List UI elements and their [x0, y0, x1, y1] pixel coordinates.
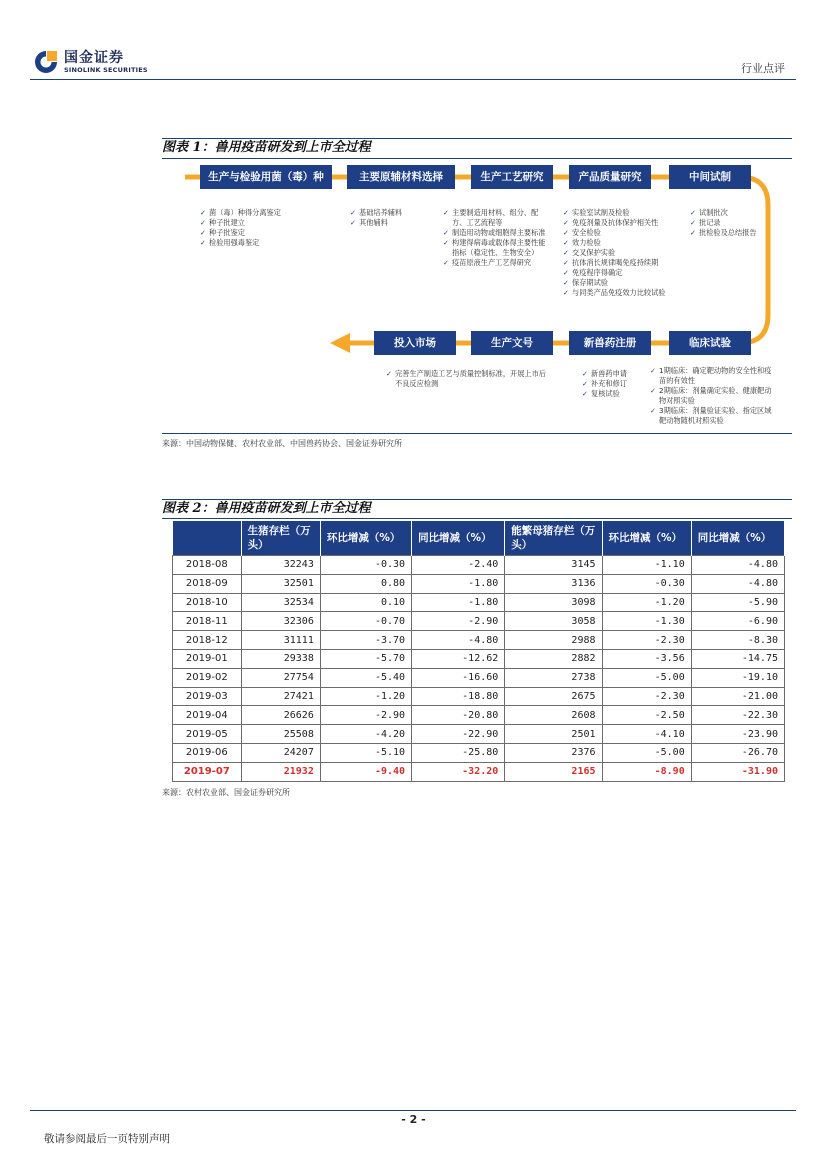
table-cell-month: 2019-04 [173, 706, 242, 725]
figure2-title: 图表 2：兽用疫苗研发到上市全过程 [162, 501, 371, 516]
table-cell-month: 2019-01 [173, 649, 242, 668]
table-row [173, 762, 785, 781]
table-cell-value: -1.80 [412, 574, 505, 593]
table-row [173, 593, 785, 612]
table-cell-value: -32.20 [412, 762, 505, 781]
list-item: ✓ 安全检验 [563, 228, 683, 238]
table-cell-value: -2.90 [320, 706, 411, 725]
table-cell-month: 2018-09 [173, 574, 242, 593]
column-header-month [173, 521, 242, 556]
sinolink-logo-icon [34, 50, 58, 74]
list-item: ✓ 基础培养辅料 [350, 208, 435, 218]
table-cell-value: -6.90 [691, 612, 784, 631]
list-item: ✓ 免疫剂量及抗体保护相关性 [563, 218, 683, 228]
table-cell-value: 32534 [241, 593, 320, 612]
figure1-title-rule [162, 158, 792, 159]
table-cell-month: 2019-07 [173, 762, 242, 781]
table-cell-value: 2882 [505, 649, 602, 668]
table-cell-value: 3145 [505, 556, 602, 575]
table-row [173, 574, 785, 593]
table-cell-value: -1.20 [320, 687, 411, 706]
table-cell-value: 2738 [505, 668, 602, 687]
list-item: ✓ 制造用动物或细胞得主要标准 [443, 228, 551, 238]
figure2-title-rule [162, 518, 792, 519]
table-cell-value: 3136 [505, 574, 602, 593]
table-cell-value: -20.80 [412, 706, 505, 725]
table-cell-month: 2019-05 [173, 725, 242, 744]
table-cell-month: 2019-02 [173, 668, 242, 687]
flow-step-materials: 主要原辅材料选择 [347, 165, 455, 189]
list-item: ✓ 补充和修订 [582, 379, 647, 389]
flow-step-process: 生产工艺研究 [471, 165, 553, 189]
table-cell-value: 0.80 [320, 574, 411, 593]
table-cell-month: 2018-11 [173, 612, 242, 631]
list-item: ✓ 1期临床：确定靶动物的安全性和疫苗的有效性 [650, 366, 775, 386]
logo-english-name: SINOLINK SECURITIES [64, 66, 148, 74]
column-header-mom: 环比增减（%） [320, 521, 411, 556]
table-cell-value: -5.10 [320, 743, 411, 762]
table-cell-value: 29338 [241, 649, 320, 668]
table-cell-value: -4.20 [320, 725, 411, 744]
table-cell-value: 32306 [241, 612, 320, 631]
table-row [173, 631, 785, 650]
list-item: ✓ 主要制造用材料、组分、配方、工艺流程等 [443, 208, 551, 228]
table-cell-value: 31111 [241, 631, 320, 650]
column-header-yoy: 同比增减（%） [412, 521, 505, 556]
table-cell-value: -1.10 [602, 556, 691, 575]
table-cell-value: 27754 [241, 668, 320, 687]
column-header-sow-mom: 环比增减（%） [602, 521, 691, 556]
table-cell-value: -1.80 [412, 593, 505, 612]
list-item: ✓ 免疫程序得确定 [563, 268, 683, 278]
flow-step-license: 生产文号 [471, 331, 553, 355]
list-item: ✓ 完善生产制造工艺与质量控制标准，开展上市后不良反应检测 [386, 369, 546, 389]
list-item: ✓ 交叉保护实验 [563, 248, 683, 258]
list-item: ✓ 其他辅料 [350, 218, 435, 228]
header-rule [30, 79, 796, 80]
list-item: ✓ 保存期试验 [563, 278, 683, 288]
table-cell-value: -2.30 [602, 631, 691, 650]
list-item: ✓ 抗体消长规律喝免疫持续期 [563, 258, 683, 268]
table-cell-value: -25.80 [412, 743, 505, 762]
table-cell-value: 26626 [241, 706, 320, 725]
flow-step-market: 投入市场 [374, 331, 456, 355]
table-cell-value: -19.10 [691, 668, 784, 687]
table-cell-value: -3.70 [320, 631, 411, 650]
table-cell-value: -1.30 [602, 612, 691, 631]
table-row [173, 649, 785, 668]
process-details-list [443, 208, 551, 268]
table-cell-value: -4.80 [691, 556, 784, 575]
table-row [173, 687, 785, 706]
list-item: ✓ 批记录 [690, 218, 778, 228]
table-cell-value: -1.20 [602, 593, 691, 612]
table-cell-value: -2.30 [602, 687, 691, 706]
figure1-title: 图表 1：兽用疫苗研发到上市全过程 [162, 140, 371, 155]
table-cell-value: -22.30 [691, 706, 784, 725]
list-item: ✓ 菌（毒）种得分离鉴定 [200, 208, 335, 218]
table-cell-value: 24207 [241, 743, 320, 762]
footer-rule [30, 1110, 796, 1111]
flow-step-clinical: 临床试验 [669, 331, 751, 355]
list-item: ✓ 检验用强毒鉴定 [200, 238, 335, 248]
table-row [173, 556, 785, 575]
column-header-sow-yoy: 同比增减（%） [691, 521, 784, 556]
list-item: ✓ 疫苗原液生产工艺得研究 [443, 258, 551, 268]
table-cell-value: -3.56 [602, 649, 691, 668]
list-item: ✓ 与同类产品免疫效力比较试验 [563, 288, 683, 298]
column-header-sow-inventory: 能繁母猪存栏（万头） [505, 521, 602, 556]
table-cell-value: -8.90 [602, 762, 691, 781]
table-cell-month: 2018-12 [173, 631, 242, 650]
table-cell-value: -5.90 [691, 593, 784, 612]
list-item: ✓ 效力检验 [563, 238, 683, 248]
table-cell-value: 32501 [241, 574, 320, 593]
table-cell-value: -9.40 [320, 762, 411, 781]
table-row [173, 743, 785, 762]
list-item: ✓ 3期临床：剂量验证实验、指定区域靶动物随机对照实验 [650, 406, 775, 426]
table-cell-value: -2.50 [602, 706, 691, 725]
table-cell-value: -4.80 [691, 574, 784, 593]
flow-step-strain: 生产与检验用菌（毒）种 [200, 165, 332, 189]
list-item: ✓ 批检验及总结报告 [690, 228, 778, 238]
quality-details-list [563, 208, 683, 298]
disclaimer-text: 敬请参阅最后一页特别声明 [44, 1133, 170, 1145]
table-cell-month: 2018-08 [173, 556, 242, 575]
table-cell-value: -2.40 [412, 556, 505, 575]
table-cell-value: -31.90 [691, 762, 784, 781]
hog-inventory-table [172, 521, 785, 782]
table-cell-value: -14.75 [691, 649, 784, 668]
table-cell-value: 2988 [505, 631, 602, 650]
list-item: ✓ 新兽药申请 [582, 369, 647, 379]
table-cell-value: 27421 [241, 687, 320, 706]
table-cell-value: -21.00 [691, 687, 784, 706]
list-item: ✓ 种子批建立 [200, 218, 335, 228]
registration-details-list [582, 369, 647, 399]
materials-details-list [350, 208, 435, 228]
flow-step-pilot: 中间试制 [669, 165, 751, 189]
figure1-bottom-rule [162, 433, 792, 434]
table-cell-value: 3058 [505, 612, 602, 631]
table-cell-value: -5.40 [320, 668, 411, 687]
page-number: - 2 - [401, 1113, 426, 1126]
table-cell-value: -0.30 [320, 556, 411, 575]
table-cell-value: 3098 [505, 593, 602, 612]
table-cell-value: -18.80 [412, 687, 505, 706]
clinical-details-list [650, 366, 775, 426]
table-row [173, 612, 785, 631]
list-item: ✓ 2期临床：剂量确定实验、健康靶动物对照实验 [650, 386, 775, 406]
table-cell-value: -8.30 [691, 631, 784, 650]
table-cell-value: -26.70 [691, 743, 784, 762]
table-cell-value: 2376 [505, 743, 602, 762]
figure2-source: 来源：农村农业部、国金证券研究所 [162, 788, 290, 797]
table-cell-month: 2019-06 [173, 743, 242, 762]
table-header-row [173, 521, 785, 556]
market-details-list [386, 369, 546, 389]
list-item: ✓ 构建得病毒或载体得主要性能指标（稳定性、生物安全） [443, 238, 551, 258]
table-body [173, 556, 785, 782]
table-cell-value: -22.90 [412, 725, 505, 744]
table-cell-value: -4.80 [412, 631, 505, 650]
table-cell-value: 21932 [241, 762, 320, 781]
table-cell-value: -4.10 [602, 725, 691, 744]
table-cell-value: -16.60 [412, 668, 505, 687]
table-row [173, 725, 785, 744]
table-cell-value: -5.00 [602, 668, 691, 687]
table-cell-month: 2019-03 [173, 687, 242, 706]
logo-company-name: 国金证券 [64, 50, 124, 66]
list-item: ✓ 实验室试制及检验 [563, 208, 683, 218]
list-item: ✓ 种子批鉴定 [200, 228, 335, 238]
table-cell-value: -12.62 [412, 649, 505, 668]
figure1-source: 来源：中国动物保健、农村农业部、中国兽药协会、国金证券研究所 [162, 439, 402, 448]
table-cell-month: 2018-10 [173, 593, 242, 612]
table-cell-value: -5.70 [320, 649, 411, 668]
table-cell-value: 2501 [505, 725, 602, 744]
table-cell-value: 25508 [241, 725, 320, 744]
table-row [173, 668, 785, 687]
table-cell-value: -23.90 [691, 725, 784, 744]
column-header-hog-inventory: 生猪存栏（万头） [241, 521, 320, 556]
pilot-details-list [690, 208, 778, 238]
list-item: ✓ 复核试验 [582, 389, 647, 399]
table-cell-value: 2608 [505, 706, 602, 725]
table-cell-value: -5.00 [602, 743, 691, 762]
table-cell-value: -0.30 [602, 574, 691, 593]
table-cell-value: -0.70 [320, 612, 411, 631]
table-row [173, 706, 785, 725]
flow-step-quality: 产品质量研究 [569, 165, 651, 189]
table-cell-value: 32243 [241, 556, 320, 575]
flow-step-registration: 新兽药注册 [569, 331, 651, 355]
document-type: 行业点评 [741, 62, 785, 75]
strain-details-list [200, 208, 335, 248]
table-cell-value: 2675 [505, 687, 602, 706]
table-cell-value: -2.90 [412, 612, 505, 631]
table-cell-value: 0.10 [320, 593, 411, 612]
list-item: ✓ 试制批次 [690, 208, 778, 218]
table-cell-value: 2165 [505, 762, 602, 781]
